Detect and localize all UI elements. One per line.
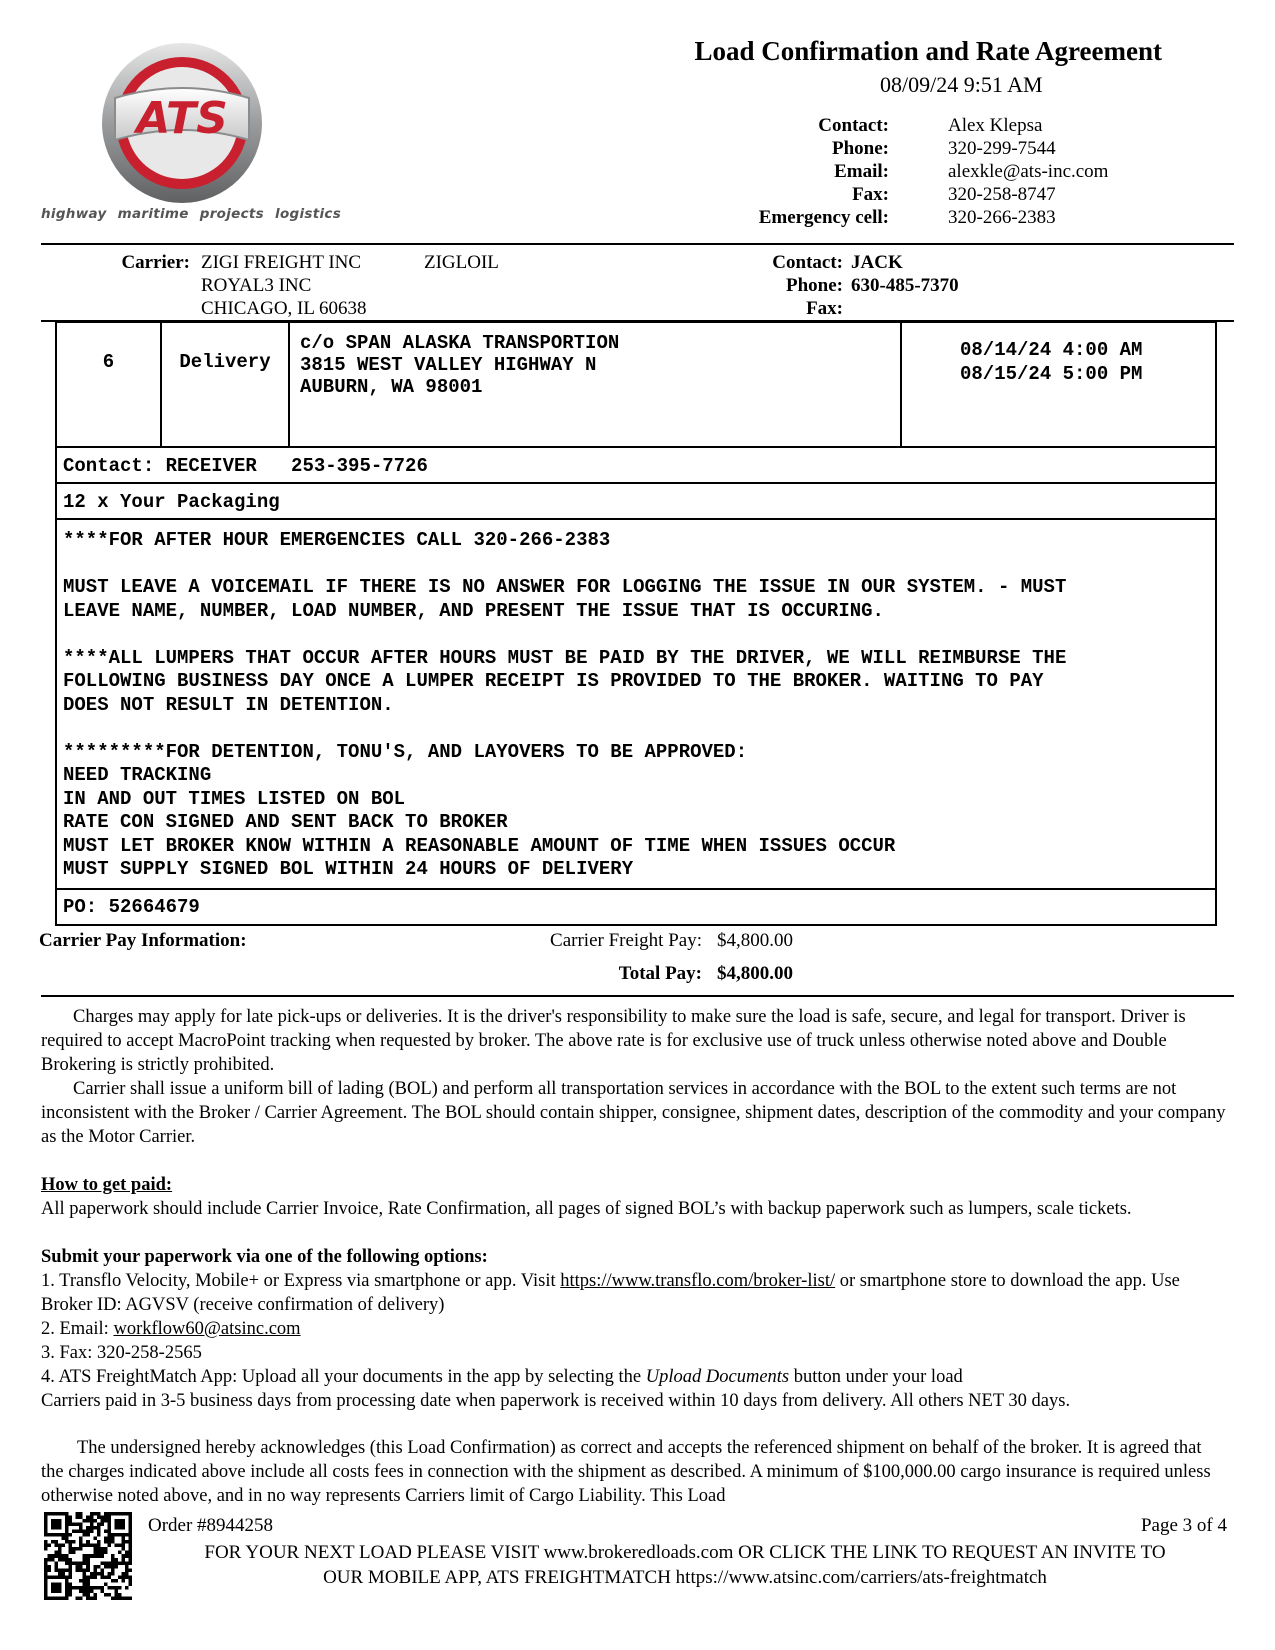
submit-option-2: [41, 1317, 301, 1341]
terms-paragraph-1: Charges may apply for late pick-ups or deliveries. It is the driver's responsibility to make sure the load is safe, secure, and legal for transport. Driver is required to accept MacroPoint tracking when requested by broker. The above rate is for exclusive use of truck unless otherwise noted above and Double Brokering is strictly prohibited.: [41, 1007, 1186, 1075]
option-4-emphasis: Upload Documents: [645, 1367, 790, 1387]
total-pay-value: $4,800.00: [717, 963, 793, 984]
stop-contact: Contact: RECEIVER 253-395-7726: [63, 455, 428, 477]
note-line: RATE CON SIGNED AND SENT BACK TO BROKER: [63, 811, 508, 833]
pay-divider: [41, 995, 1234, 997]
paid-days-text: Carriers paid in 3-5 business days from processing date when paperwork is received within 10 days from delivery. All others NET 30 days.: [41, 1391, 1071, 1411]
stop-po-row: [55, 888, 1217, 926]
carrier-label: Carrier:: [121, 252, 190, 273]
note-line: MUST SUPPLY SIGNED BOL WITHIN 24 HOURS OF DELIVERY: [63, 858, 634, 880]
note-line: ****ALL LUMPERS THAT OCCUR AFTER HOURS MUST BE PAID BY THE DRIVER, WE WILL REIMBURSE THE: [63, 646, 1067, 669]
option-2-text: 2. Email:: [41, 1319, 114, 1339]
option-4-text: 4. ATS FreightMatch App: Upload all your documents in the app by selecting the: [41, 1367, 646, 1387]
note-line: IN AND OUT TIMES LISTED ON BOL: [63, 787, 406, 810]
stop-address: [300, 332, 619, 398]
email-value[interactable]: alexkle@ats-inc.com: [948, 161, 1109, 182]
how-to-get-paid-title: How to get paid:: [41, 1175, 173, 1195]
fax-value: 320-258-8747: [948, 184, 1056, 205]
phone-label: Phone:: [832, 138, 889, 159]
note-line: DOES NOT RESULT IN DETENTION.: [63, 693, 394, 716]
note-line: ****FOR AFTER HOUR EMERGENCIES CALL 320-266-2383: [63, 529, 611, 551]
carrier-line3: CHICAGO, IL 60638: [201, 298, 367, 319]
workflow-email-link[interactable]: workflow60@atsinc.com: [113, 1319, 301, 1339]
how-to-get-paid-text: All paperwork should include Carrier Invoice, Rate Confirmation, all pages of signed BOL’s with backup paperwork such as lumpers, scale tickets.: [41, 1199, 1132, 1219]
carrier-name: ZIGI FREIGHT INC: [201, 252, 362, 273]
col-divider: [160, 321, 162, 448]
emergency-label: Emergency cell:: [758, 207, 889, 228]
option-1-text-cont: or smartphone store to download the app. Use Broker ID: AGVSV (receive confirmation of delivery): [41, 1271, 1180, 1315]
promo-line-1[interactable]: FOR YOUR NEXT LOAD PLEASE VISIT www.brokeredloads.com OR CLICK THE LINK TO REQUEST AN INVITE TO: [204, 1542, 1166, 1563]
total-pay-label: Total Pay:: [618, 963, 702, 984]
fax-label: Fax:: [852, 184, 889, 205]
address-line: c/o SPAN ALASKA TRANSPORTION: [300, 332, 620, 354]
terms-paragraph-2: Carrier shall issue a uniform bill of lading (BOL) and perform all transportation services in accordance with the BOL to the extent such terms are not inconsistent with the Broker / Carrier Agreement. The BOL should contain shipper, consignee, shipment dates, description of the commodity and your company as the Motor Carrier.: [41, 1079, 1226, 1147]
submit-option-1: [41, 1269, 1191, 1317]
transflo-link[interactable]: https://www.transflo.com/broker-list/: [560, 1271, 836, 1291]
freight-pay-label: Carrier Freight Pay:: [550, 930, 702, 951]
carrier-fax-label: Fax:: [806, 298, 843, 319]
col-divider: [900, 321, 902, 448]
note-line: LEAVE NAME, NUMBER, LOAD NUMBER, AND PRESENT THE ISSUE THAT IS OCCURING.: [63, 599, 884, 622]
note-line: [63, 623, 1066, 647]
stop-notes: [63, 529, 1066, 882]
note-line: NEED TRACKING: [63, 764, 212, 786]
note-line: MUST LET BROKER KNOW WITHIN A REASONABLE AMOUNT OF TIME WHEN ISSUES OCCUR: [63, 834, 896, 857]
submit-title: Submit your paperwork via one of the following options:: [41, 1247, 488, 1267]
email-label: Email:: [834, 161, 889, 182]
po-number: PO: 52664679: [63, 896, 200, 918]
contact-value: Alex Klepsa: [948, 115, 1043, 136]
address-line: 3815 WEST VALLEY HIGHWAY N: [300, 354, 597, 376]
carrier-phone-value: 630-485-7370: [851, 275, 959, 296]
note-line: [63, 717, 1066, 741]
stop-packaging: 12 x Your Packaging: [63, 491, 280, 513]
carrier-code: ZIGLOIL: [424, 252, 499, 273]
freight-pay-value: $4,800.00: [717, 930, 793, 951]
carrier-contact-value: JACK: [851, 252, 903, 273]
page-number: Page 3 of 4: [1140, 1515, 1227, 1536]
order-number: Order #8944258: [148, 1515, 274, 1536]
phone-value: 320-299-7544: [948, 138, 1056, 159]
note-line: [63, 553, 1066, 577]
submit-option-3: 3. Fax: 320-258-2565: [41, 1343, 202, 1363]
stop-date-start: 08/14/24 4:00 AM: [960, 339, 1143, 361]
contact-label: Contact:: [818, 115, 889, 136]
submit-option-4: [41, 1365, 963, 1389]
stop-date-end: 08/15/24 5:00 PM: [960, 363, 1143, 385]
stop-type: Delivery: [179, 351, 271, 373]
ats-logo-icon: [95, 38, 270, 208]
note-line: FOLLOWING BUSINESS DAY ONCE A LUMPER RECEIPT IS PROVIDED TO THE BROKER. WAITING TO PAY: [63, 670, 1044, 692]
header-divider: [41, 243, 1234, 245]
header-datetime: 08/09/24 9:51 AM: [880, 72, 1043, 97]
carrier-line2: ROYAL3 INC: [201, 275, 312, 296]
option-1-text: 1. Transflo Velocity, Mobile+ or Express via smartphone or app. Visit: [41, 1271, 561, 1291]
option-4-text-cont: button under your load: [789, 1367, 963, 1387]
qr-code-icon: [44, 1512, 132, 1600]
footer-promo: [140, 1540, 1230, 1590]
acknowledgement-paragraph: The undersigned hereby acknowledges (this Load Confirmation) as correct and accepts the referenced shipment on behalf of the broker. It is agreed that the charges indicated above include all costs fees in connection with the shipment as described. A minimum of $100,000.00 cargo insurance is required unless otherwise noted above, and in no way represents Carriers limit of Cargo Liability. This Load: [41, 1438, 1211, 1506]
carrier-contact-label: Contact:: [772, 252, 843, 273]
page-title: Load Confirmation and Rate Agreement: [694, 36, 1162, 66]
note-line: MUST LEAVE A VOICEMAIL IF THERE IS NO ANSWER FOR LOGGING THE ISSUE IN OUR SYSTEM. - MUST: [63, 576, 1067, 598]
carrier-phone-label: Phone:: [786, 275, 843, 296]
promo-line-2[interactable]: OUR MOBILE APP, ATS FREIGHTMATCH https://www.atsinc.com/carriers/ats-freightmatch: [323, 1567, 1047, 1588]
address-line: AUBURN, WA 98001: [300, 376, 483, 398]
stop-number: 6: [102, 351, 115, 373]
logo-tagline: highway maritime projects logistics: [41, 206, 342, 222]
stop-dates: [960, 338, 1142, 386]
emergency-value: 320-266-2383: [948, 207, 1056, 228]
logo-text: ATS: [136, 93, 228, 144]
carrier-pay-label: Carrier Pay Information:: [39, 930, 247, 951]
note-line: *********FOR DETENTION, TONU'S, AND LAYOVERS TO BE APPROVED:: [63, 740, 748, 763]
col-divider: [288, 321, 290, 448]
